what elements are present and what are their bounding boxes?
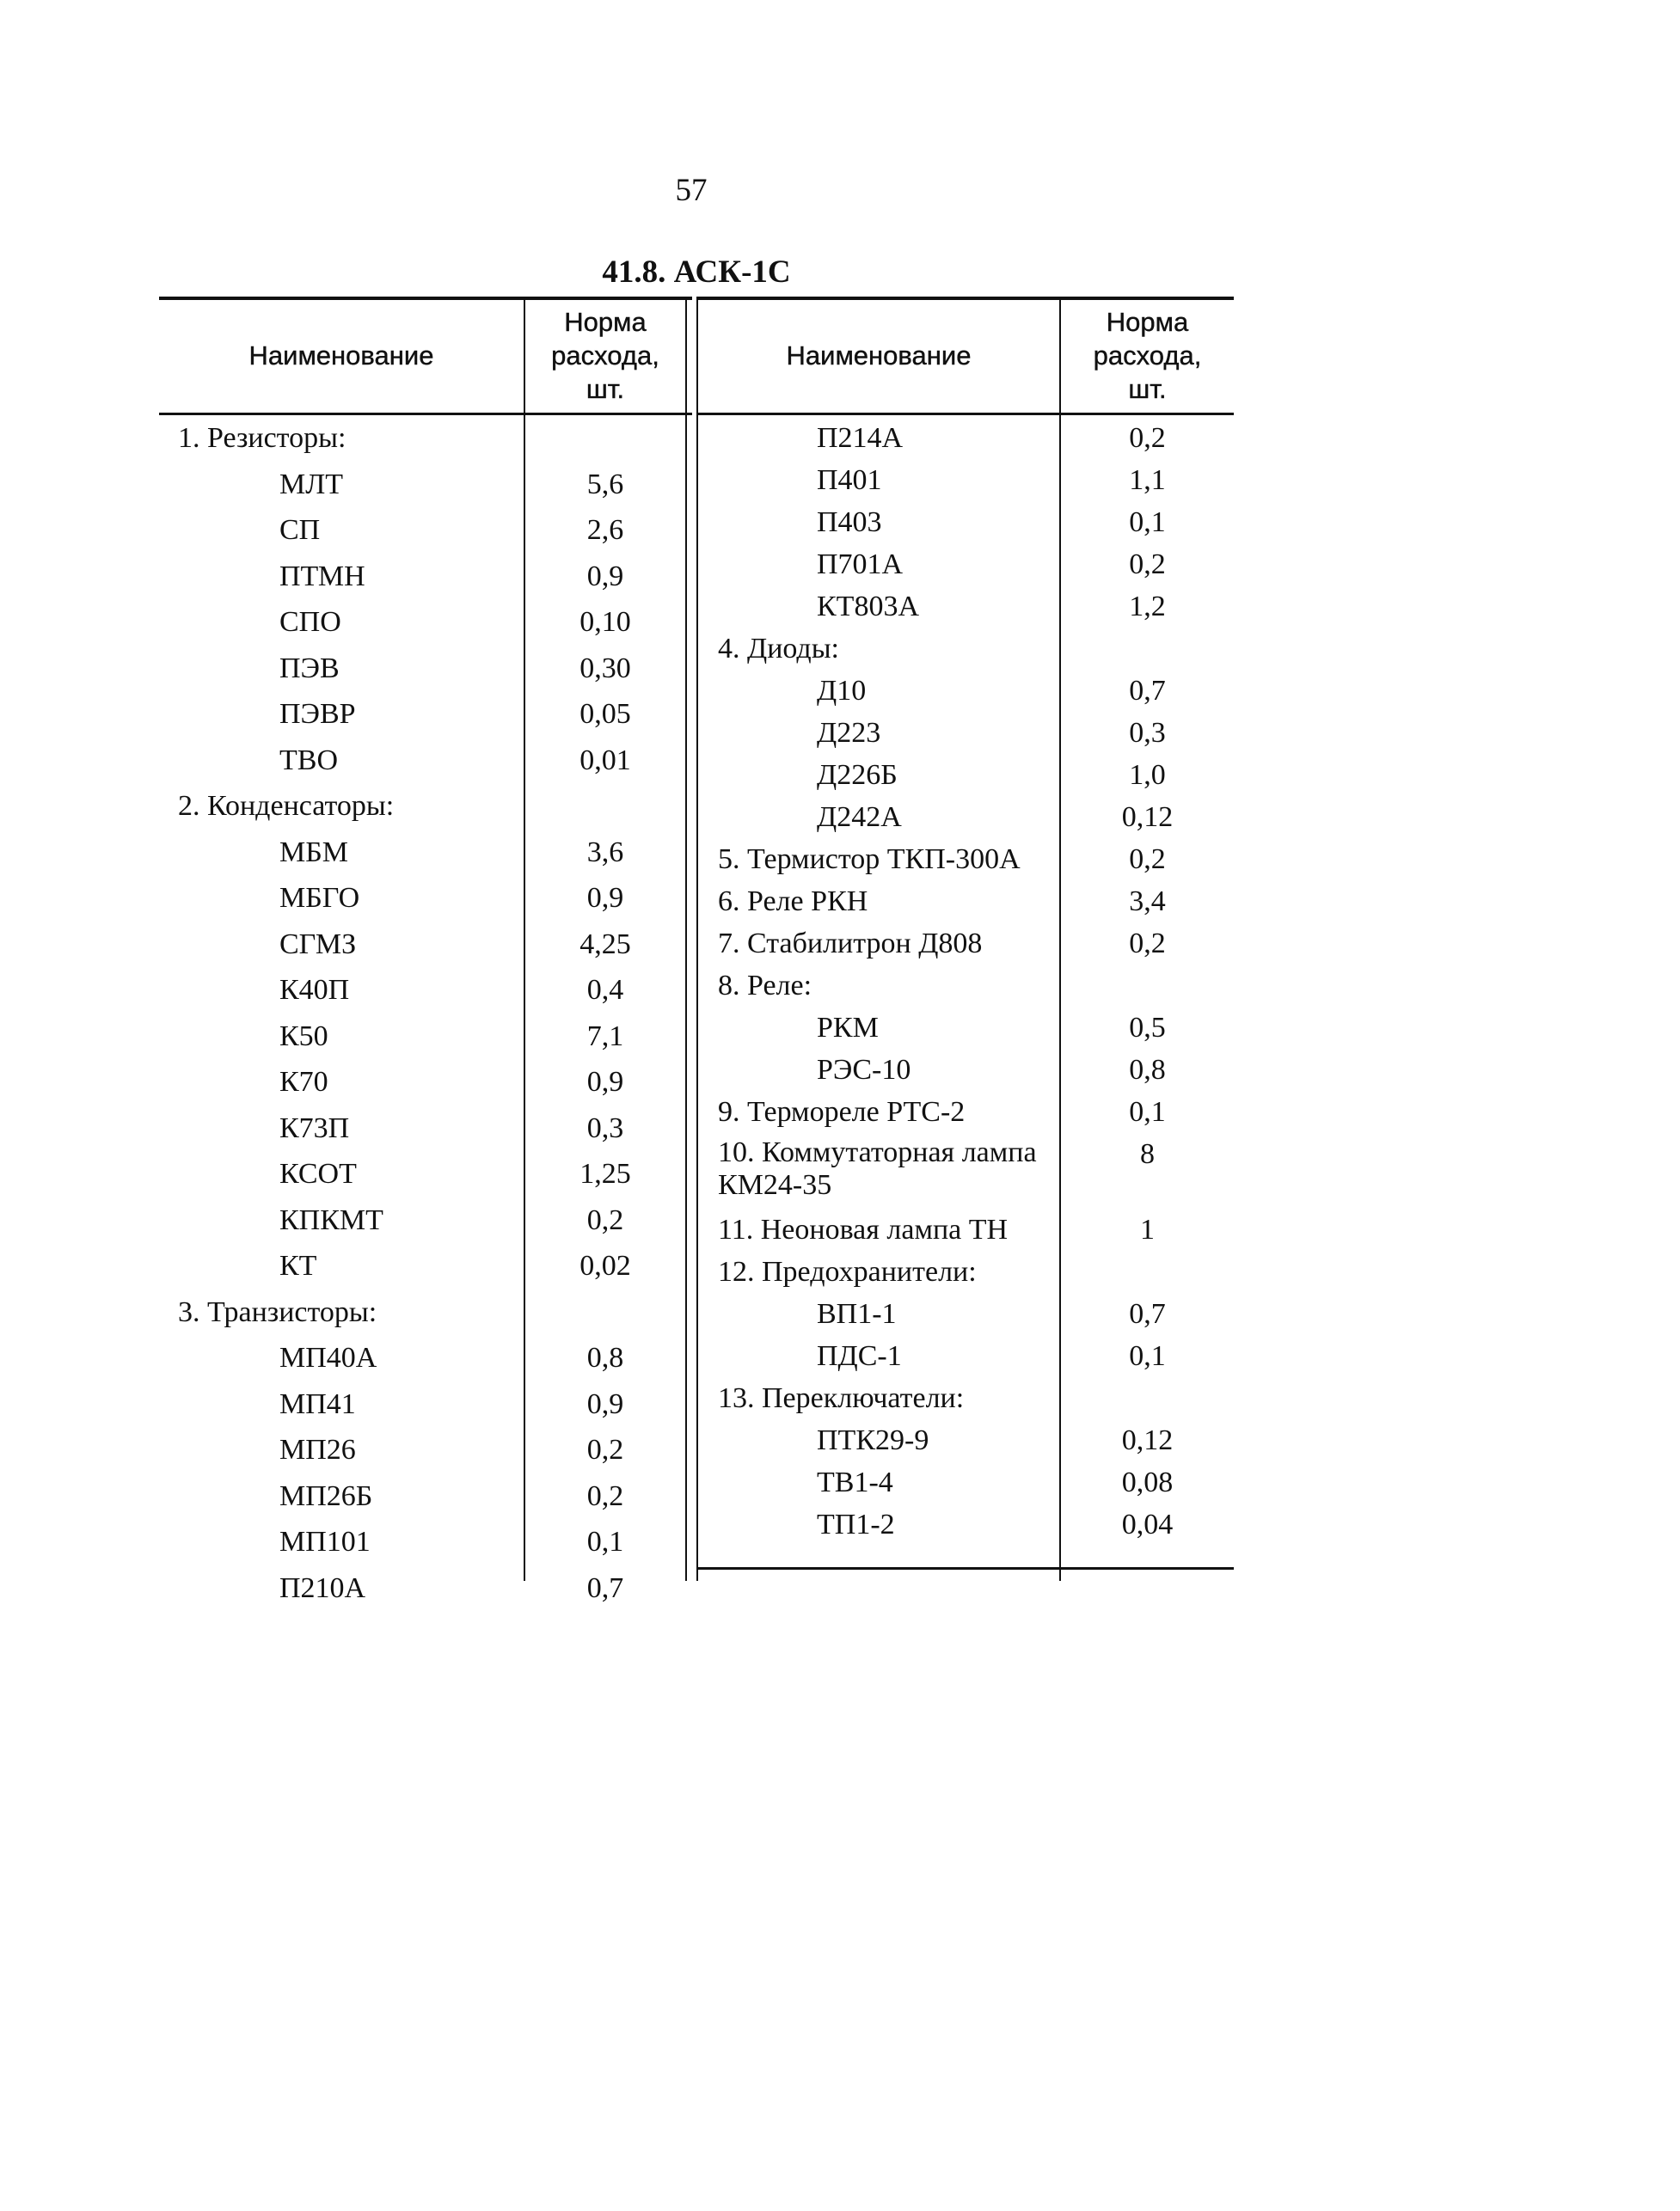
norm-column-header: Норма расхода, шт. xyxy=(1093,307,1202,404)
row-name: ТВ1-4 xyxy=(817,1467,893,1498)
table-row xyxy=(159,831,692,874)
header-bottom-rule xyxy=(159,413,692,415)
row-norm-value: 0,9 xyxy=(586,882,624,914)
row-name: 1. Резисторы: xyxy=(178,422,346,454)
row-name: МБМ xyxy=(279,836,348,868)
table-row xyxy=(159,1475,692,1518)
row-norm-value: 0,1 xyxy=(1129,506,1166,538)
row-name: 2. Конденсаторы: xyxy=(178,790,395,822)
row-norm-value: 0,7 xyxy=(586,1571,624,1604)
row-name: 8. Реле: xyxy=(718,970,812,1001)
row-name: 5. Термистор ТКП-300А xyxy=(718,843,1021,875)
row-norm-value: 0,2 xyxy=(586,1434,624,1466)
table-row xyxy=(159,969,692,1012)
row-name: КПКМТ xyxy=(279,1203,383,1236)
row-norm-value: 0,10 xyxy=(579,606,631,638)
row-norm-value: 7,1 xyxy=(586,1020,624,1052)
table-title: 41.8. АСК-1С xyxy=(602,254,791,290)
row-name: ТП1-2 xyxy=(817,1509,895,1540)
row-name: ТВО xyxy=(279,744,338,776)
row-name: 4. Диоды: xyxy=(718,633,839,665)
row-norm-value: 0,2 xyxy=(1129,422,1166,454)
table-row xyxy=(696,754,1234,797)
table-row xyxy=(159,1291,692,1334)
row-name: РЭС-10 xyxy=(817,1054,911,1086)
table-row xyxy=(159,463,692,506)
row-norm-value: 0,7 xyxy=(1129,675,1166,707)
table-row xyxy=(159,509,692,552)
row-name: КТ xyxy=(279,1250,317,1282)
table-row xyxy=(696,922,1234,965)
table-row xyxy=(696,1091,1234,1134)
row-norm-value: 0,30 xyxy=(579,652,631,684)
name-column-header: Наименование xyxy=(248,340,434,371)
row-name: Д226Б xyxy=(817,759,898,791)
table-row xyxy=(696,1293,1234,1336)
table-row xyxy=(159,1337,692,1380)
row-name: К50 xyxy=(279,1020,328,1052)
norm-column-header: Норма расхода, шт. xyxy=(551,307,659,404)
table-row xyxy=(696,1251,1234,1294)
table-row xyxy=(159,1153,692,1196)
table-row xyxy=(159,555,692,598)
row-name: 6. Реле РКН xyxy=(718,885,868,917)
row-norm-value: 3,4 xyxy=(1129,885,1166,917)
row-name: 9. Термореле РТС-2 xyxy=(718,1096,966,1128)
name-column-header: Наименование xyxy=(786,340,972,371)
table-row xyxy=(159,417,692,460)
row-norm-value: 0,05 xyxy=(579,698,631,730)
table-row xyxy=(159,739,692,782)
table-row xyxy=(696,417,1234,460)
row-norm-value: 0,4 xyxy=(586,974,624,1006)
row-name: МП41 xyxy=(279,1387,356,1420)
row-norm-value: 0,1 xyxy=(1129,1340,1166,1372)
row-norm-value: 0,5 xyxy=(1129,1012,1166,1044)
row-name: ПТК29-9 xyxy=(817,1424,929,1456)
row-name: РКМ xyxy=(817,1012,879,1044)
row-norm-value: 5,6 xyxy=(586,468,624,500)
row-norm-value: 1,0 xyxy=(1129,759,1166,791)
table-row xyxy=(159,923,692,966)
row-norm-value: 0,2 xyxy=(1129,548,1166,580)
row-name: МП26Б xyxy=(279,1479,373,1512)
table-row xyxy=(696,965,1234,1008)
row-norm-value: 0,12 xyxy=(1121,1424,1174,1456)
row-norm-value: 0,9 xyxy=(586,1066,624,1098)
row-name: 13. Переключатели: xyxy=(718,1382,965,1414)
row-norm-value: 0,02 xyxy=(579,1250,631,1282)
row-name: КСОТ xyxy=(279,1158,357,1190)
table-row xyxy=(159,647,692,690)
page-number: 57 xyxy=(675,173,708,208)
row-norm-value: 0,9 xyxy=(586,1387,624,1420)
row-name: 10. Коммутаторная лампа КМ24-35 xyxy=(718,1136,1037,1201)
row-norm-value: 0,7 xyxy=(1129,1298,1166,1330)
table-row xyxy=(696,880,1234,923)
row-norm-value: 0,08 xyxy=(1121,1467,1174,1498)
table-row xyxy=(696,1335,1234,1378)
row-norm-value: 2,6 xyxy=(586,514,624,546)
row-norm-value: 4,25 xyxy=(579,928,631,960)
table-row xyxy=(696,1504,1234,1546)
table-row xyxy=(159,1383,692,1426)
table-bottom-rule xyxy=(696,1567,1234,1570)
row-name: Д10 xyxy=(817,675,867,707)
table-row xyxy=(159,601,692,644)
row-norm-value: 0,04 xyxy=(1121,1509,1174,1540)
row-name: МП101 xyxy=(279,1526,371,1558)
row-norm-value: 0,3 xyxy=(586,1112,624,1144)
row-norm-value: 0,12 xyxy=(1121,801,1174,833)
table-row xyxy=(696,712,1234,755)
table-row xyxy=(696,670,1234,713)
table-row xyxy=(159,1107,692,1150)
table-row xyxy=(696,796,1234,839)
table-row xyxy=(696,1209,1234,1252)
table-row xyxy=(159,1245,692,1288)
table-row xyxy=(696,838,1234,881)
row-name: К73П xyxy=(279,1112,350,1144)
row-norm-value: 0,8 xyxy=(586,1342,624,1374)
row-name: ПЭВР xyxy=(279,698,356,730)
row-name: П210А xyxy=(279,1571,366,1604)
row-name: П401 xyxy=(817,464,882,496)
table-row xyxy=(696,1419,1234,1462)
row-name: СП xyxy=(279,514,321,546)
row-norm-value: 0,1 xyxy=(1129,1096,1166,1128)
row-norm-value: 0,2 xyxy=(586,1479,624,1512)
row-name: 12. Предохранители: xyxy=(718,1256,977,1288)
row-name: ВП1-1 xyxy=(817,1298,897,1330)
row-norm-value: 1,2 xyxy=(1129,591,1166,622)
table-row xyxy=(696,1461,1234,1504)
row-name: Д242А xyxy=(817,801,902,833)
row-norm-value: 0,3 xyxy=(1129,717,1166,749)
table-left-half xyxy=(159,297,692,1604)
row-norm-value: 3,6 xyxy=(586,836,624,868)
row-name: МБГО xyxy=(279,882,360,914)
row-norm-value: 1,25 xyxy=(579,1158,631,1190)
row-norm-value: 8 xyxy=(1140,1138,1155,1170)
table-row xyxy=(696,1133,1234,1210)
header-bottom-rule xyxy=(696,413,1234,415)
row-name: МП26 xyxy=(279,1434,356,1466)
row-name: СГМЗ xyxy=(279,928,357,960)
row-norm-value: 0,1 xyxy=(586,1526,624,1558)
table-row xyxy=(159,1429,692,1472)
row-name: П214А xyxy=(817,422,904,454)
row-norm-value: 0,9 xyxy=(586,560,624,592)
table-row xyxy=(696,501,1234,544)
table-row xyxy=(159,1521,692,1564)
row-name: ПДС-1 xyxy=(817,1340,902,1372)
table-row xyxy=(159,1199,692,1242)
row-name: К40П xyxy=(279,974,350,1006)
row-name: ПЭВ xyxy=(279,652,340,684)
table-row xyxy=(159,877,692,920)
row-name: К70 xyxy=(279,1066,328,1098)
row-norm-value: 0,2 xyxy=(1129,928,1166,959)
table-row xyxy=(159,1061,692,1104)
row-name: МЛТ xyxy=(279,468,344,500)
row-name: 7. Стабилитрон Д808 xyxy=(718,928,983,959)
row-name: МП40А xyxy=(279,1342,377,1374)
table-row xyxy=(159,693,692,736)
table-row xyxy=(159,785,692,828)
row-name: ПТМН xyxy=(279,560,365,592)
row-name: КТ803А xyxy=(817,591,919,622)
row-name: Д223 xyxy=(817,717,881,749)
table-row xyxy=(696,1049,1234,1092)
row-name: 11. Неоновая лампа ТН xyxy=(718,1214,1009,1246)
table-row xyxy=(159,1567,692,1610)
row-norm-value: 1 xyxy=(1140,1214,1155,1246)
row-norm-value: 0,8 xyxy=(1129,1054,1166,1086)
table-row xyxy=(696,628,1234,671)
row-name: 3. Транзисторы: xyxy=(178,1295,377,1328)
row-norm-value: 0,01 xyxy=(579,744,631,776)
row-norm-value: 0,2 xyxy=(1129,843,1166,875)
row-name: П403 xyxy=(817,506,882,538)
table-row xyxy=(696,1007,1234,1050)
table-row xyxy=(159,1015,692,1058)
row-name: СПО xyxy=(279,606,341,638)
row-norm-value: 1,1 xyxy=(1129,464,1166,496)
table-row xyxy=(696,1377,1234,1420)
table-row xyxy=(696,543,1234,586)
table-right-half xyxy=(696,297,1234,1586)
table-row xyxy=(696,585,1234,628)
row-name: П701А xyxy=(817,548,904,580)
row-norm-value: 0,2 xyxy=(586,1203,624,1236)
table-row xyxy=(696,459,1234,502)
